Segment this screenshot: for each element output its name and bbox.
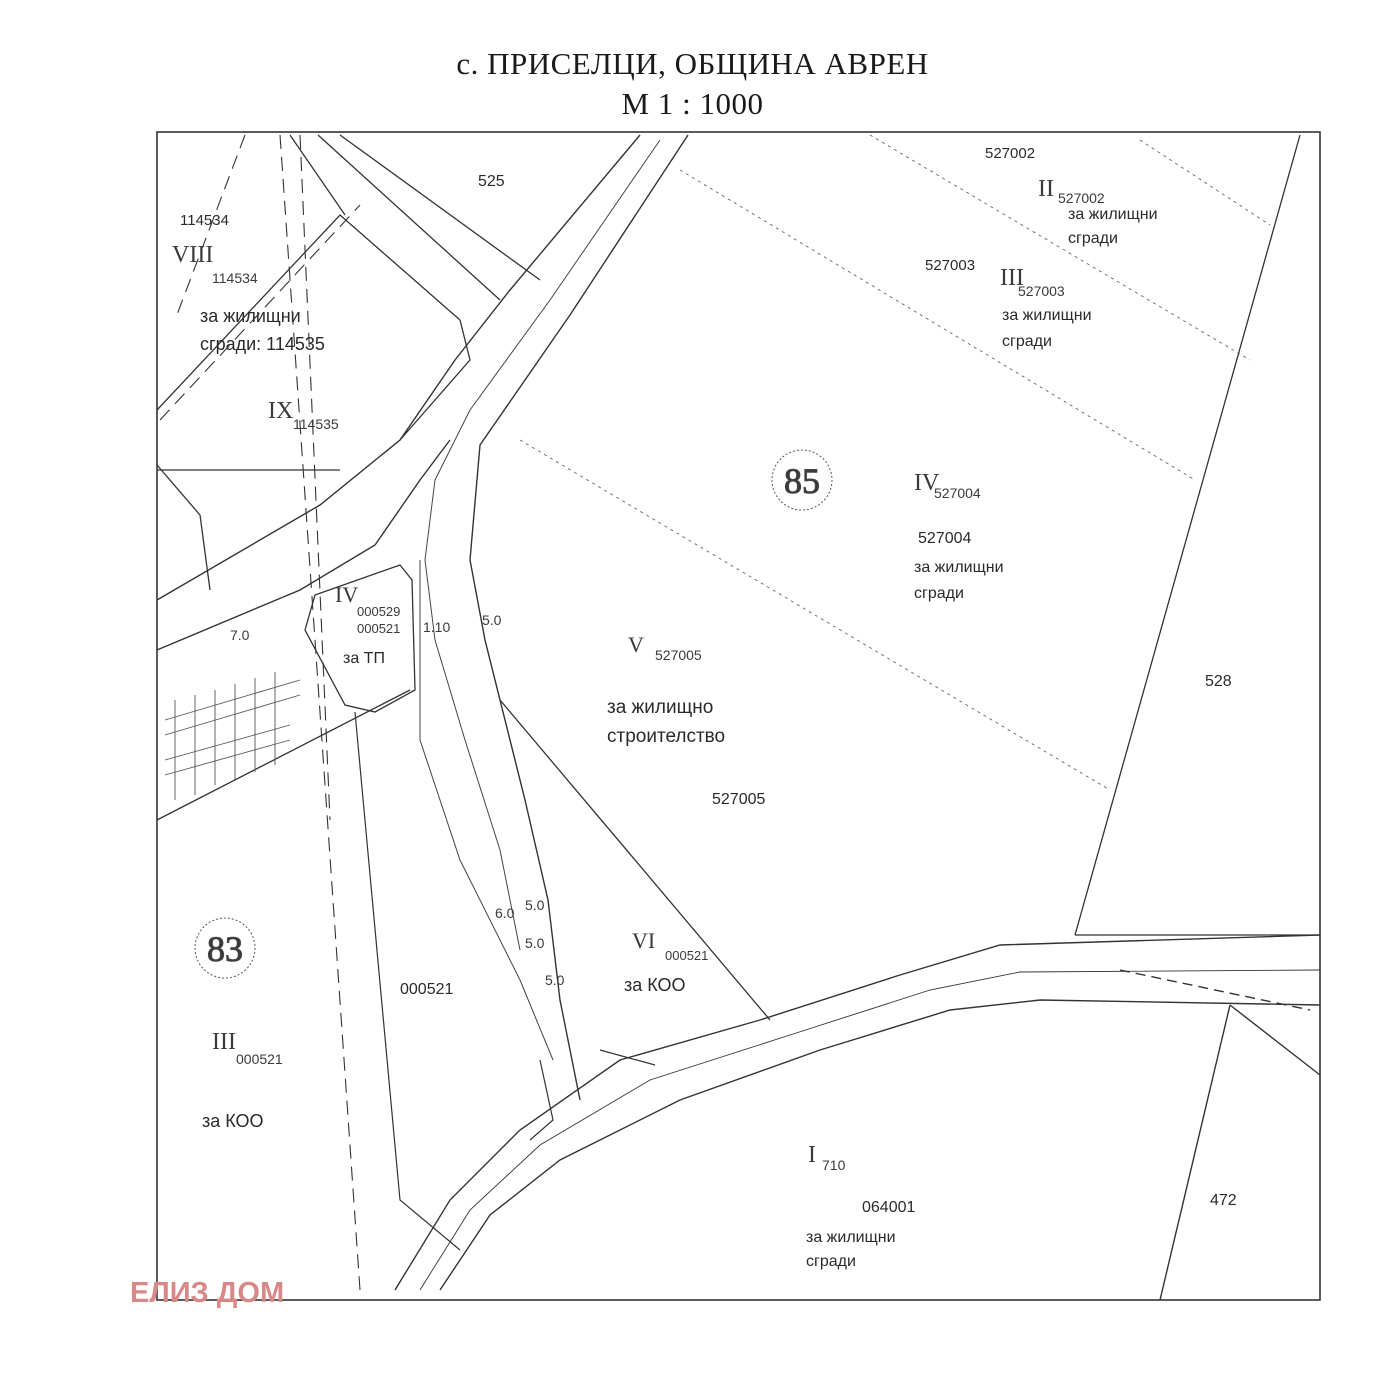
street-mark-2: 5.0	[482, 612, 502, 628]
parcel-000521-tp: 000521	[357, 621, 401, 636]
use-housing-2b: сгради	[1002, 333, 1052, 350]
use-construction-2: строителство	[607, 726, 726, 747]
parcel-527002-sub: 527002	[1058, 190, 1105, 206]
roman-V: V	[628, 632, 644, 657]
map-scale: М 1 : 1000	[621, 86, 764, 121]
street-mark-1: 1.10	[423, 619, 451, 635]
parcel-527002: 527002	[985, 145, 1036, 162]
parcel-114534-sub: 114534	[212, 270, 258, 286]
parcel-527003: 527003	[925, 257, 976, 274]
use-housing-4: за жилищни	[914, 559, 1004, 576]
parcel-114534: 114534	[180, 212, 229, 229]
roman-I: I	[808, 1142, 816, 1168]
roman-IX: IX	[268, 398, 294, 424]
parcel-527004: 527004	[918, 530, 972, 547]
block-83-number: 83	[207, 929, 243, 969]
watermark: ЕЛИЗ ДОМ	[130, 1277, 285, 1309]
use-housing-5b: сгради	[806, 1253, 856, 1270]
parcel-527005-sub: 527005	[655, 647, 702, 663]
use-housing-1b: сгради	[1068, 230, 1118, 247]
parcel-527005: 527005	[712, 791, 766, 808]
use-housing-3: за жилищни	[200, 306, 301, 326]
parcel-527004-sub: 527004	[934, 485, 981, 501]
parcel-114535-sub: 114535	[293, 416, 339, 432]
use-koo-1: за КОО	[624, 975, 686, 995]
use-tp: за ТП	[343, 650, 385, 667]
parcel-000521-iii: 000521	[236, 1051, 283, 1067]
map-frame	[157, 132, 1320, 1300]
map-title: с. ПРИСЕЛЦИ, ОБЩИНА АВРЕН	[456, 46, 929, 81]
road-centerlines	[420, 140, 660, 1060]
tp-parcel	[305, 565, 415, 712]
roman-VI: VI	[632, 928, 656, 953]
street-mark-5: 5.0	[525, 935, 545, 951]
parcel-525: 525	[478, 173, 505, 190]
use-housing-1: за жилищни	[1068, 206, 1158, 223]
roman-IV-tp: IV	[335, 582, 359, 607]
parcel-064001: 064001	[862, 1199, 916, 1216]
parcel-000521: 000521	[400, 981, 454, 998]
parcel-528: 528	[1205, 673, 1232, 690]
parcel-710: 710	[822, 1157, 846, 1173]
use-housing-4b: сгради	[914, 585, 964, 602]
roman-III-bottom: III	[212, 1029, 236, 1055]
roman-II: II	[1038, 176, 1054, 202]
parcel-000521-vi: 000521	[665, 948, 709, 963]
dotted-boundaries-ne	[520, 135, 1270, 790]
block-85-number: 85	[784, 461, 820, 501]
roman-III-top: III	[1000, 265, 1024, 291]
use-koo-2: за КОО	[202, 1111, 264, 1131]
street-mark-6: 5.0	[545, 972, 565, 988]
roman-IV: IV	[914, 470, 940, 496]
street-mark-4: 5.0	[525, 897, 545, 913]
street-mark-7: 7.0	[230, 627, 250, 643]
use-housing-2: за жилищни	[1002, 307, 1092, 324]
parcel-527003-sub: 527003	[1018, 283, 1065, 299]
street-mark-3: 6.0	[495, 905, 515, 921]
parcel-boundaries-ne	[500, 135, 1320, 1020]
use-housing-5: за жилищни	[806, 1229, 896, 1246]
use-housing-3b: сгради: 114535	[200, 334, 325, 354]
roman-VIII: VIII	[172, 242, 214, 268]
use-construction: за жилищно	[607, 697, 714, 718]
parcel-000529: 000529	[357, 604, 401, 619]
parcel-472: 472	[1210, 1192, 1237, 1209]
parcel-boundaries-nw	[157, 135, 540, 820]
